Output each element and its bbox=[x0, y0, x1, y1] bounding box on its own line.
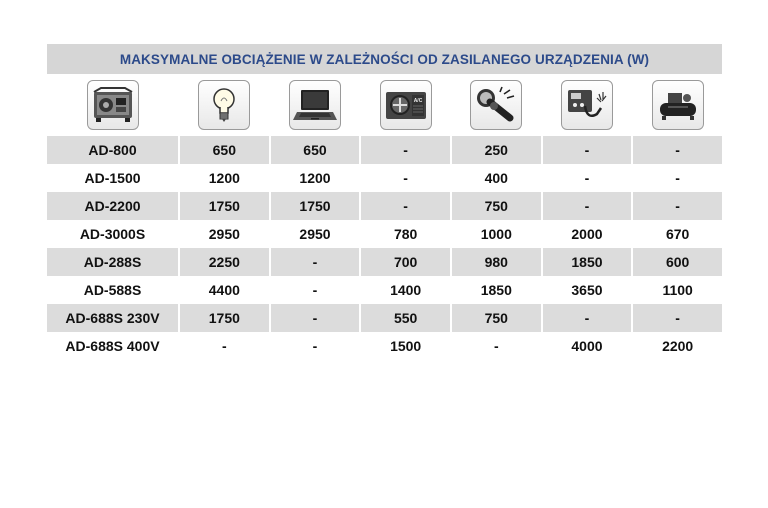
wattage-cell: 3650 bbox=[541, 276, 632, 304]
light-bulb-icon bbox=[198, 80, 250, 130]
wattage-cell: - bbox=[541, 192, 632, 220]
wattage-cell: 780 bbox=[359, 220, 450, 248]
wattage-cell: - bbox=[359, 164, 450, 192]
wattage-cell: - bbox=[450, 332, 541, 360]
icon-cell bbox=[450, 74, 541, 136]
icon-cell bbox=[178, 74, 269, 136]
wattage-cell: 4400 bbox=[178, 276, 269, 304]
wattage-cell: 1750 bbox=[178, 192, 269, 220]
table-row bbox=[47, 164, 722, 192]
wattage-cell: 1750 bbox=[178, 304, 269, 332]
ac-label: A/C bbox=[413, 98, 422, 104]
wattage-cell: - bbox=[269, 304, 360, 332]
model-name-cell: AD-288S bbox=[47, 248, 178, 276]
wattage-cell: 1000 bbox=[450, 220, 541, 248]
model-name-cell: AD-2200 bbox=[47, 192, 178, 220]
wattage-cell: - bbox=[269, 276, 360, 304]
wattage-cell: - bbox=[631, 136, 722, 164]
wattage-cell: - bbox=[631, 164, 722, 192]
welder-icon bbox=[561, 80, 613, 130]
wattage-cell: 2000 bbox=[541, 220, 632, 248]
laptop-icon bbox=[289, 80, 341, 130]
wattage-cell: - bbox=[178, 332, 269, 360]
wattage-cell: - bbox=[541, 164, 632, 192]
wattage-cell: 550 bbox=[359, 304, 450, 332]
wattage-cell: - bbox=[631, 304, 722, 332]
wattage-cell: 670 bbox=[631, 220, 722, 248]
wattage-cell: 2250 bbox=[178, 248, 269, 276]
icon-cell bbox=[269, 74, 360, 136]
model-name-cell: AD-800 bbox=[47, 136, 178, 164]
wattage-cell: 1750 bbox=[269, 192, 360, 220]
air-conditioner-icon bbox=[380, 80, 432, 130]
icon-cell bbox=[47, 74, 178, 136]
generator-icon bbox=[87, 80, 139, 130]
wattage-cell: 600 bbox=[631, 248, 722, 276]
wattage-cell: - bbox=[359, 136, 450, 164]
model-name-cell: AD-1500 bbox=[47, 164, 178, 192]
wattage-cell: 400 bbox=[450, 164, 541, 192]
icon-cell bbox=[541, 74, 632, 136]
table-row bbox=[47, 136, 722, 164]
wattage-cell: 1850 bbox=[450, 276, 541, 304]
wattage-cell: 1850 bbox=[541, 248, 632, 276]
model-name-cell: AD-688S 230V bbox=[47, 304, 178, 332]
wattage-cell: 700 bbox=[359, 248, 450, 276]
icon-cell bbox=[359, 74, 450, 136]
model-name-cell: AD-688S 400V bbox=[47, 332, 178, 360]
wattage-cell: 250 bbox=[450, 136, 541, 164]
wattage-cell: 2200 bbox=[631, 332, 722, 360]
wattage-cell: 2950 bbox=[178, 220, 269, 248]
load-table bbox=[47, 44, 722, 360]
wattage-cell: 980 bbox=[450, 248, 541, 276]
wattage-cell: 1100 bbox=[631, 276, 722, 304]
icon-row bbox=[47, 74, 722, 136]
model-name-cell: AD-588S bbox=[47, 276, 178, 304]
load-grid bbox=[47, 74, 722, 360]
wattage-cell: - bbox=[269, 248, 360, 276]
table-row bbox=[47, 304, 722, 332]
wattage-cell: 750 bbox=[450, 192, 541, 220]
icon-cell bbox=[631, 74, 722, 136]
wattage-cell: 1200 bbox=[178, 164, 269, 192]
wattage-cell: 750 bbox=[450, 304, 541, 332]
table-row bbox=[47, 192, 722, 220]
wattage-cell: - bbox=[631, 192, 722, 220]
wattage-cell: 2950 bbox=[269, 220, 360, 248]
wattage-cell: - bbox=[359, 192, 450, 220]
wattage-cell: 1400 bbox=[359, 276, 450, 304]
wattage-cell: 650 bbox=[269, 136, 360, 164]
wattage-cell: - bbox=[541, 136, 632, 164]
compressor-icon bbox=[652, 80, 704, 130]
wattage-cell: - bbox=[269, 332, 360, 360]
table-title: MAKSYMALNE OBCIĄŻENIE W ZALEŻNOŚCI OD ZASILANEGO URZĄDZENIA (W) bbox=[47, 44, 722, 74]
table-row bbox=[47, 276, 722, 304]
table-row bbox=[47, 248, 722, 276]
wattage-cell: 1500 bbox=[359, 332, 450, 360]
model-name-cell: AD-3000S bbox=[47, 220, 178, 248]
wattage-cell: 1200 bbox=[269, 164, 360, 192]
wattage-cell: 4000 bbox=[541, 332, 632, 360]
wattage-cell: - bbox=[541, 304, 632, 332]
angle-grinder-icon bbox=[470, 80, 522, 130]
wattage-cell: 650 bbox=[178, 136, 269, 164]
table-row bbox=[47, 332, 722, 360]
table-row bbox=[47, 220, 722, 248]
